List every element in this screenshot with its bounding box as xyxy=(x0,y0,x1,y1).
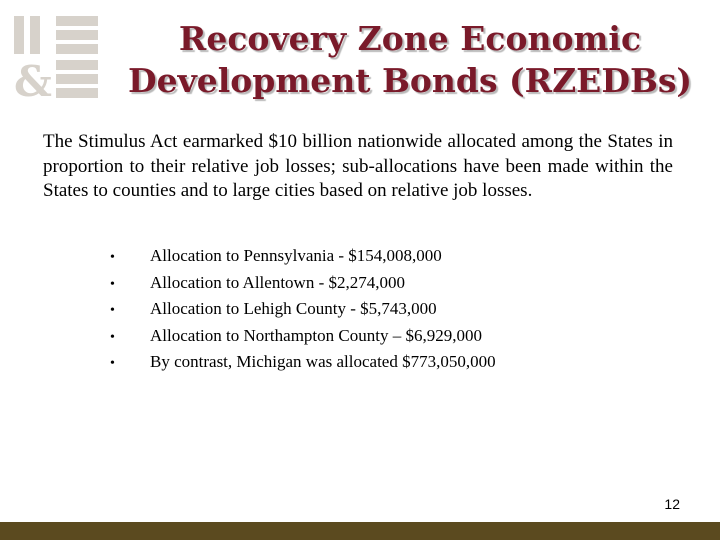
list-item xyxy=(108,326,496,353)
bullet-icon: • xyxy=(110,329,115,345)
allocation-list xyxy=(108,246,496,379)
bullet-icon: • xyxy=(110,250,115,265)
bullet-icon: • xyxy=(110,303,115,318)
list-item xyxy=(108,299,496,326)
footer-bar xyxy=(0,522,720,540)
slide-title xyxy=(110,18,710,102)
list-item-text: Allocation to Northampton County – $6,929,000 xyxy=(150,325,482,345)
page-number: 12 xyxy=(664,496,680,512)
list-item xyxy=(108,352,496,379)
bullet-icon: • xyxy=(110,276,115,292)
title-line-1: Recovery Zone Economic xyxy=(178,19,642,58)
list-item xyxy=(108,273,496,300)
list-item-text: Allocation to Pennsylvania - $154,008,000 xyxy=(150,246,442,265)
bullet-icon: • xyxy=(110,356,115,371)
firm-logo xyxy=(12,14,100,100)
list-item-text: Allocation to Lehigh County - $5,743,000 xyxy=(150,299,437,318)
list-item xyxy=(108,246,496,273)
logo-ampersand: & xyxy=(14,57,52,100)
list-item-text: Allocation to Allentown - $2,274,000 xyxy=(150,272,405,292)
title-line-2: Development Bonds (RZEDBs) xyxy=(127,61,693,100)
intro-paragraph: The Stimulus Act earmarked $10 billion nationwide allocated among the States in proportion to their relative job losses; sub-allocations have been made within the States to counties and to large cities based on relative job losses. xyxy=(43,131,673,201)
list-item-text: By contrast, Michigan was allocated $773,050,000 xyxy=(150,352,496,371)
